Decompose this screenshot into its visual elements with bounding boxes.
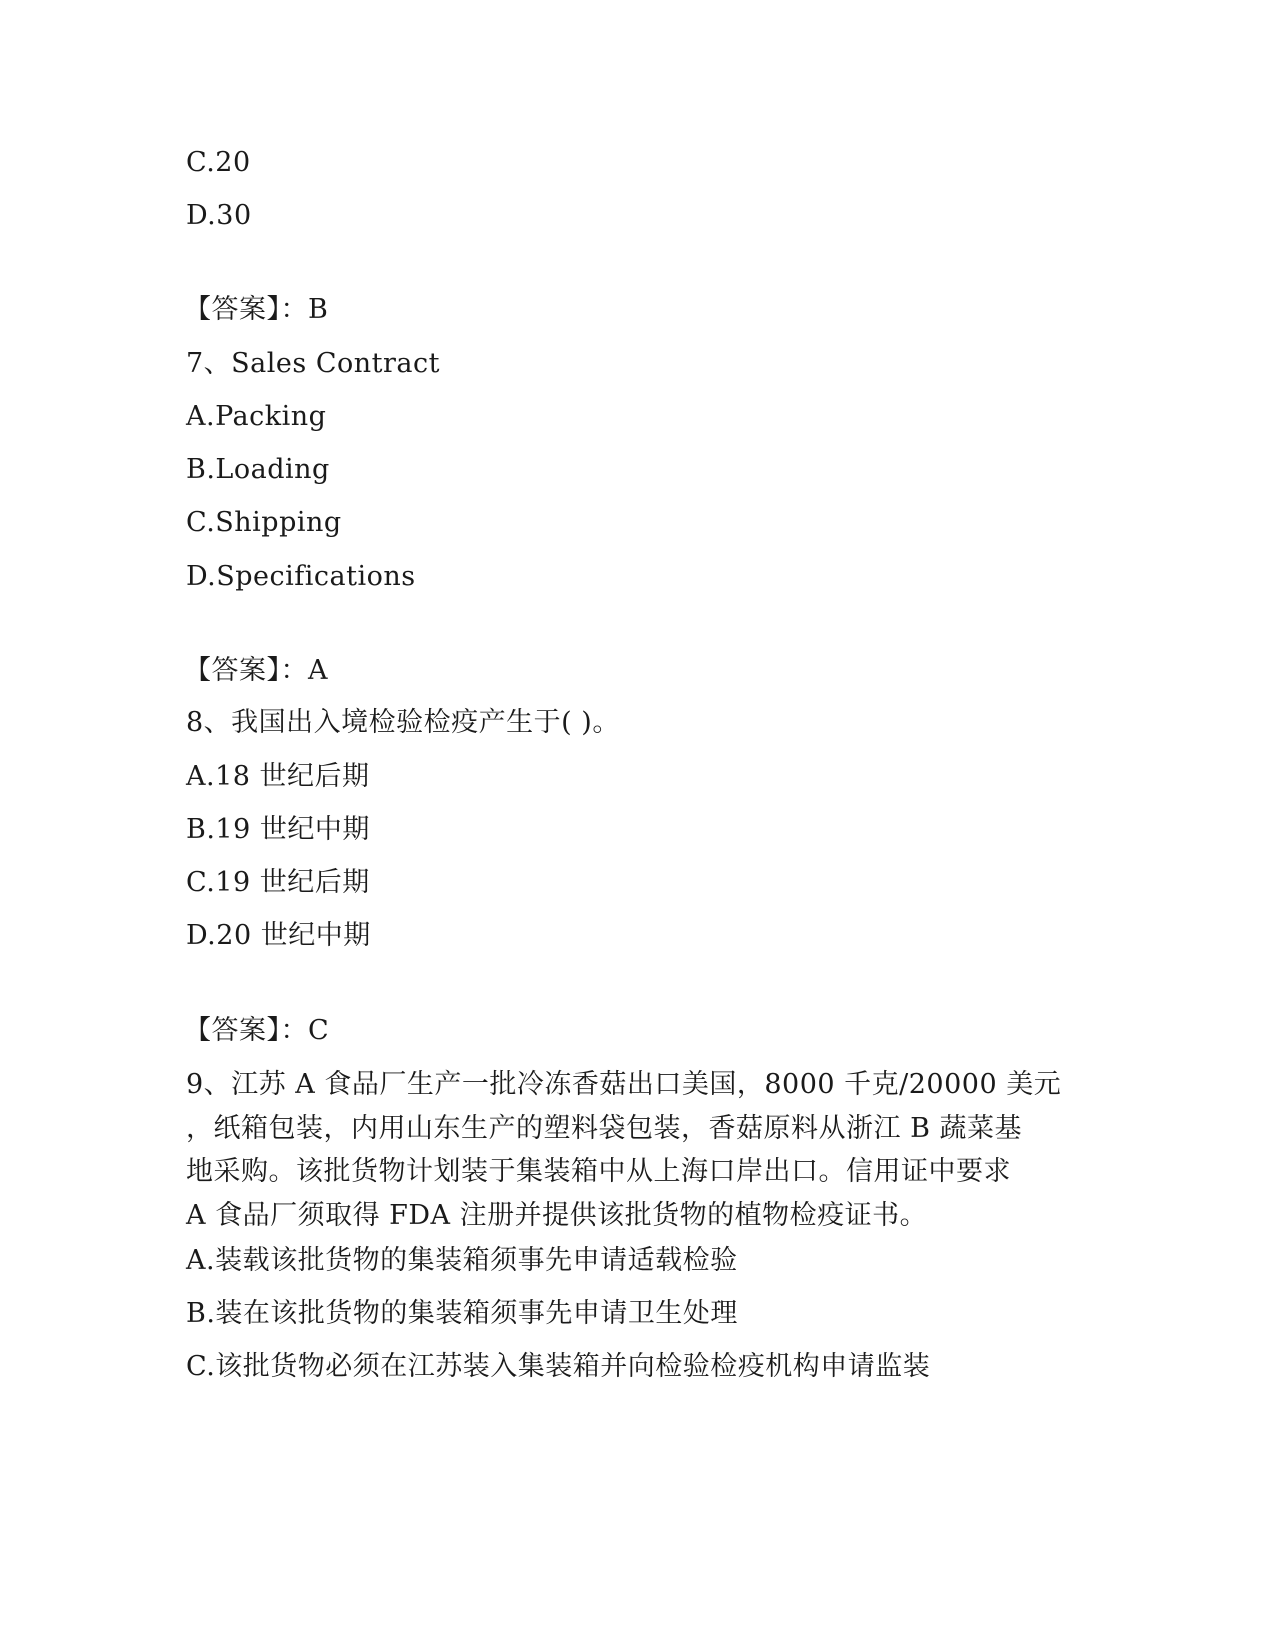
q8-option-b: B.19 世纪中期 — [186, 814, 370, 845]
q6-option-d: D.30 — [186, 200, 252, 231]
q9-stem-line: 地采购。该批货物计划装于集装箱中从上海口岸出口。信用证中要求 — [186, 1156, 1011, 1187]
q7-option-b: B.Loading — [186, 454, 330, 485]
q7-answer: 【答案】：A — [184, 655, 328, 686]
q7-option-c: C.Shipping — [186, 507, 342, 538]
q8-answer: 【答案】：C — [184, 1015, 330, 1046]
q8-stem: 8、我国出入境检验检疫产生于( )。 — [186, 707, 620, 738]
q9-stem-line: A 食品厂须取得 FDA 注册并提供该批货物的植物检疫证书。 — [186, 1199, 928, 1231]
q9-stem-line: 9、江苏 A 食品厂生产一批冷冻香菇出口美国，8000 千克/20000 美元 — [186, 1069, 1062, 1100]
q9-option-c: C.该批货物必须在江苏装入集装箱并向检验检疫机构申请监装 — [186, 1351, 931, 1382]
q7-option-d: D.Specifications — [186, 561, 416, 592]
q7-stem: 7、Sales Contract — [186, 348, 440, 379]
q8-option-d: D.20 世纪中期 — [186, 920, 371, 951]
q9-stem — [186, 1063, 1066, 1237]
q7-option-a: A.Packing — [186, 401, 327, 432]
q6-option-c: C.20 — [186, 147, 251, 178]
q9-option-b: B.装在该批货物的集装箱须事先申请卫生处理 — [186, 1298, 738, 1329]
q6-answer: 【答案】：B — [184, 294, 329, 325]
q8-option-a: A.18 世纪后期 — [186, 761, 370, 792]
q9-stem-line: ，纸箱包装，内用山东生产的塑料袋包装，香菇原料从浙江 B 蔬菜基 — [186, 1112, 1023, 1144]
q9-option-a: A.装载该批货物的集装箱须事先申请适载检验 — [186, 1245, 738, 1276]
q8-option-c: C.19 世纪后期 — [186, 867, 370, 898]
